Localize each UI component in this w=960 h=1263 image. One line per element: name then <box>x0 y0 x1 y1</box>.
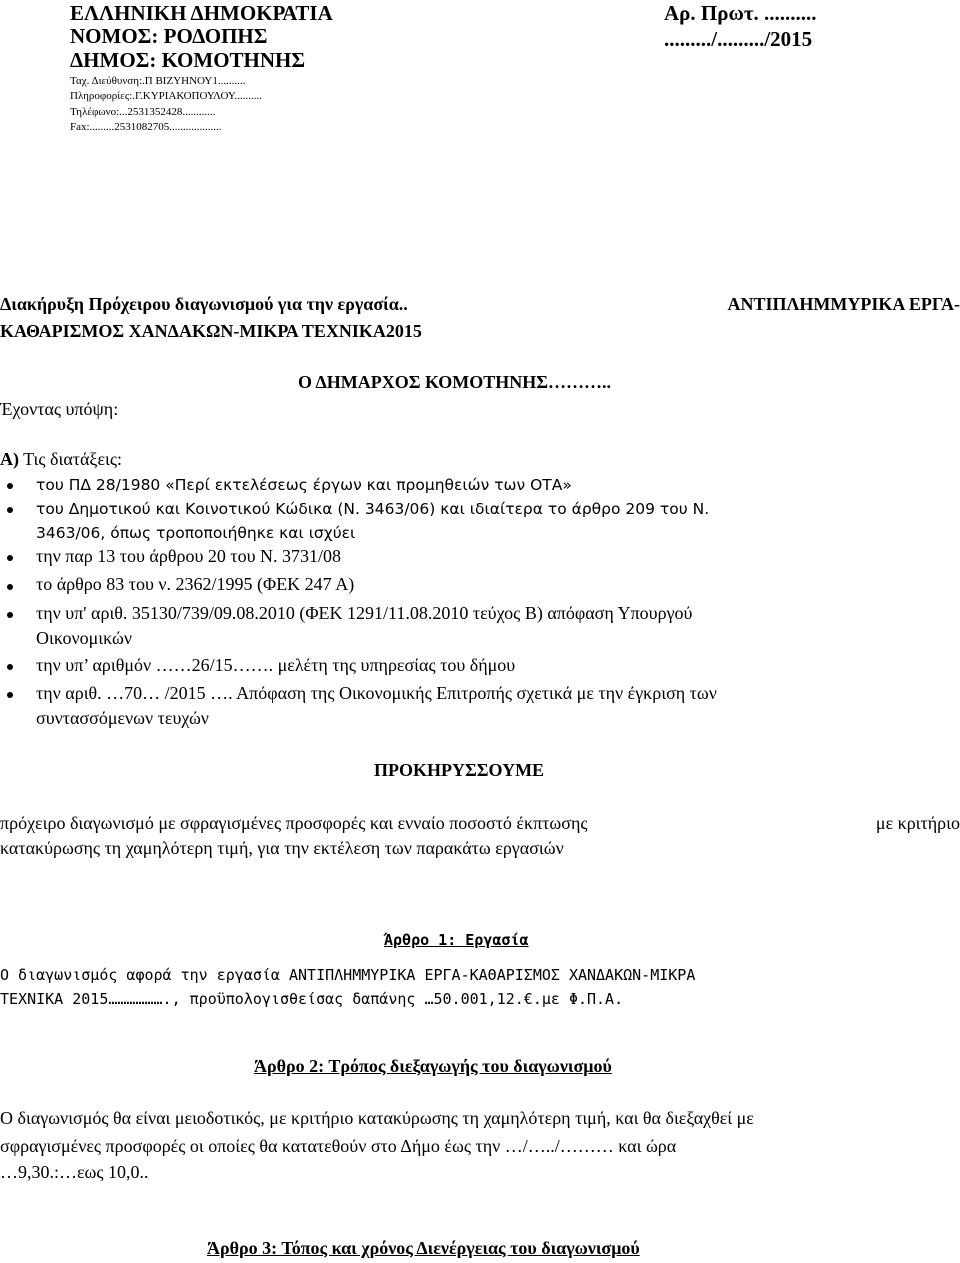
article2-line1: Ο διαγωνισμός θα είναι μειοδοτικός, με κριτήριο κατακύρωσης τη χαμηλότερη τιμή, και θα διεξαχθεί με <box>0 1108 754 1128</box>
title-line1-left: Διακήρυξη Πρόχειρου διαγωνισμού για την εργασία.. <box>0 294 408 314</box>
proclaim-text-line2: κατακύρωσης τη χαμηλότερη τιμή, για την εκτέλεση των παρακάτω εργασιών <box>0 838 564 858</box>
header-republic: ΕΛΛΗΝΙΚΗ ΔΗΜΟΚΡΑΤΙΑ <box>70 1 333 25</box>
article1-line2: ΤΕΧΝΙΚΑ 2015………………., προϋπολογισθείσας δαπάνης …50.001,12.€.με Φ.Π.Α. <box>0 990 624 1008</box>
mayor-heading: Ο ΔΗΜΑΡΧΟΣ ΚΟΜΟΤΗΝΗΣ……….. <box>298 372 612 392</box>
provisions-label: Α) Τις διατάξεις: <box>0 449 122 469</box>
provision-item-continuation: Οικονομικών <box>36 628 133 648</box>
header-phone: Τηλέφωνο:...2531352428............ <box>70 106 216 118</box>
provision-item: την υπ’ αριθμόν ……26/15……. μελέτη της υπηρεσίας του δήμου <box>36 655 516 675</box>
title-line1-right: ΑΝΤΙΠΛΗΜΜΥΡΙΚΑ ΕΡΓΑ- <box>727 294 960 314</box>
provision-item-continuation: 3463/06, όπως τροποποιήθηκε και ισχύει <box>36 524 356 542</box>
provision-item: το άρθρο 83 του ν. 2362/1995 (ΦΕΚ 247 Α) <box>36 574 355 594</box>
header-info: Πληροφορίες:.Γ.ΚΥΡΙΑΚΟΠΟΥΛΟΥ.......... <box>70 90 263 102</box>
bullet-icon <box>7 507 13 513</box>
header-address: Ταχ. Διεύθυνση:.Π ΒΙΖΥΗΝΟΥ1.......... <box>70 75 246 87</box>
article2-line3: …9,30.:…εως 10,0.. <box>0 1162 149 1182</box>
proclaim-heading: ΠΡΟΚΗΡΥΣΣΟΥΜΕ <box>374 760 545 780</box>
header-prefecture: ΝΟΜΟΣ: ΡΟΔΟΠΗΣ <box>70 24 268 48</box>
bullet-icon <box>7 692 13 698</box>
protocol-date: ........./........./2015 <box>664 27 813 51</box>
provision-item: του Δημοτικού και Κοινοτικού Κώδικα (Ν. 3463/06) και ιδιαίτερα το άρθρο 209 του Ν. <box>36 500 710 518</box>
bullet-icon <box>7 664 13 670</box>
article1-line1: Ο διαγωνισμός αφορά την εργασία ΑΝΤΙΠΛΗΜΜΥΡΙΚΑ ΕΡΓΑ-ΚΑΘΑΡΙΣΜΟΣ ΧΑΝΔΑΚΩΝ-ΜΙΚΡΑ <box>0 966 696 984</box>
provision-item: την αριθ. …70… /2015 …. Απόφαση της Οικονομικής Επιτροπής σχετικά με την έγκριση των <box>36 683 717 703</box>
header-municipality: ΔΗΜΟΣ: ΚΟΜΟΤΗΝΗΣ <box>70 48 306 72</box>
protocol-number: Αρ. Πρωτ. .......... <box>664 1 817 25</box>
proclaim-text-line1-right: με κριτήριο <box>875 813 960 833</box>
provision-item: την υπ' αριθ. 35130/739/09.08.2010 (ΦΕΚ 1291/11.08.2010 τεύχος Β) απόφαση Υπουργού <box>36 603 693 623</box>
considering-label: Έχοντας υπόψη: <box>0 399 119 419</box>
article3-heading: Άρθρο 3: Τόπος και χρόνος Διενέργειας του διαγωνισμού <box>207 1238 640 1258</box>
proclaim-text-line1-left: πρόχειρο διαγωνισμό με σφραγισμένες προσφορές και ενναίο ποσοστό έκπτωσης <box>0 813 588 833</box>
article2-heading: Άρθρο 2: Τρόπος διεξαγωγής του διαγωνισμού <box>254 1056 612 1076</box>
article2-line2: σφραγισμένες προσφορές οι οποίες θα κατατεθούν στο Δήμο έως την …/…../……… και ώρα <box>0 1136 677 1156</box>
provision-item-continuation: συντασσόμενων τευχών <box>36 708 209 728</box>
bullet-icon <box>7 483 13 489</box>
provision-item: του ΠΔ 28/1980 «Περί εκτελέσεως έργων και προμηθειών των ΟΤΑ» <box>36 476 572 494</box>
bullet-icon <box>7 555 13 561</box>
bullet-icon <box>7 584 13 590</box>
provision-item: την παρ 13 του άρθρου 20 του Ν. 3731/08 <box>36 546 342 566</box>
header-fax: Fax:.........2531082705................... <box>70 121 222 133</box>
bullet-icon <box>7 612 13 618</box>
article1-heading: Άρθρο 1: Εργασία <box>384 931 529 949</box>
title-line2: ΚΑΘΑΡΙΣΜΟΣ ΧΑΝΔΑΚΩΝ-ΜΙΚΡΑ ΤΕΧΝΙΚΑ2015 <box>0 321 422 341</box>
